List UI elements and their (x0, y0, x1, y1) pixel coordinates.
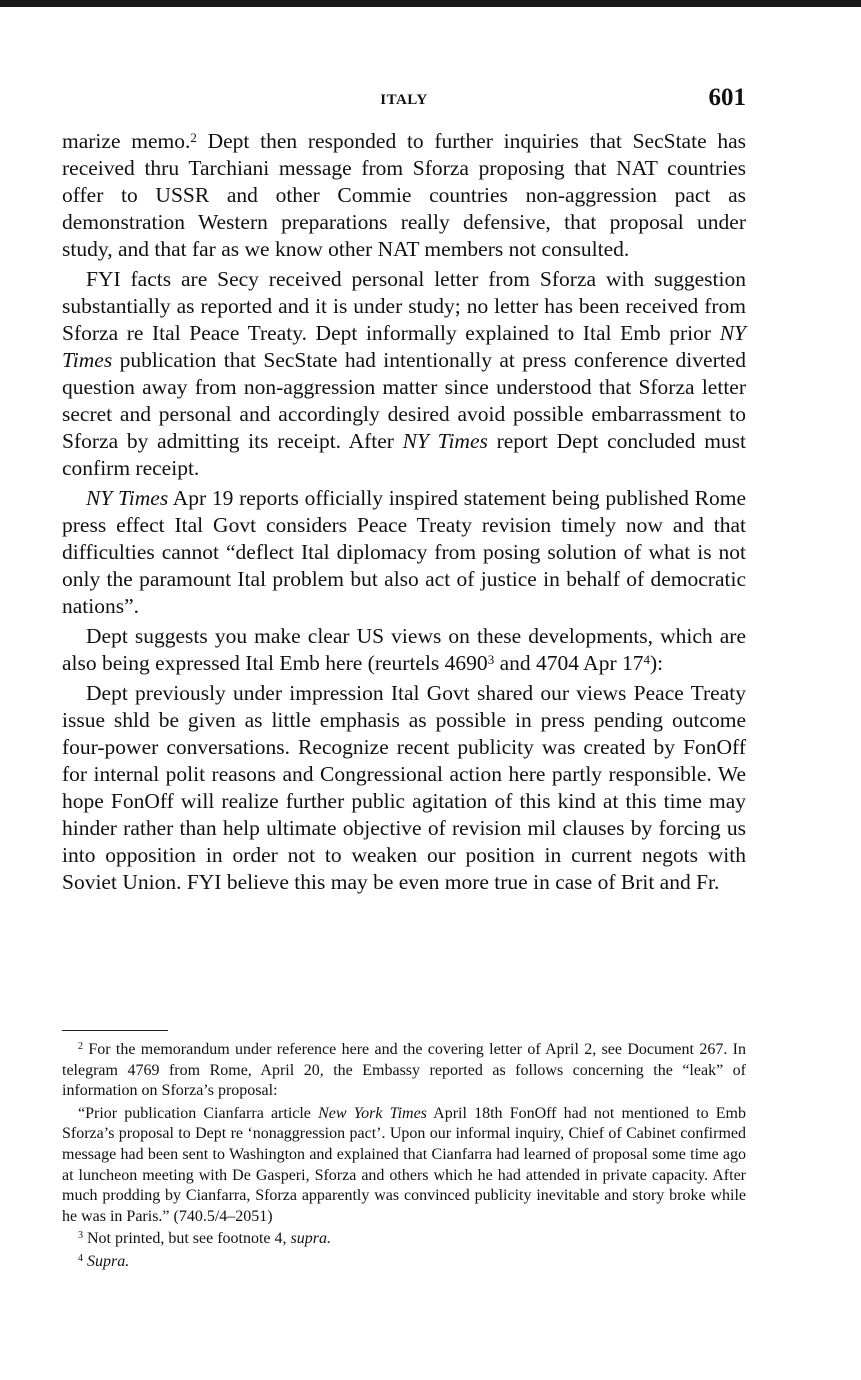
publication-title: NY Times (402, 429, 488, 453)
publication-title: NY Times (86, 486, 169, 510)
publication-title: NY Times (62, 321, 746, 372)
paragraph-4: Dept suggests you make clear US views on these developments, which are also being expressed Ital Emb here (reurtels 4690$^3$ and 4704 Apr $17^4$): (62, 624, 746, 675)
footnote-ref-3: 3 (487, 652, 495, 667)
footnote-ref-2: 2 (190, 130, 197, 145)
footnote-divider (62, 1030, 168, 1031)
paragraph-5: Dept previously under impression Ital Govt shared our views Peace Treaty issue shld be given as little emphasis as possible in press pending outcome four-power conversations. Recognize recent publicity was created by FonOff for internal polit reasons and Congressional action here partly responsible. We hope FonOff will realize further public agitation of this kind at this time may hinder rather than help ultimate objective of revision mil clauses by forcing us into opposition in order not to weaken our position in current negots with Soviet Union. FYI believe this may be even more true in case of Brit and Fr. (62, 681, 746, 894)
page-top-edge (0, 0, 861, 7)
page-number: 601 (708, 84, 746, 111)
footnote-4: $^4$ Supra. (78, 1252, 130, 1270)
footnote-2: $^2$ For the memorandum under reference here and the covering letter of April 2, see Document 267. In telegram 4769 from Rome, April 20, the Embassy reported as follows concerning the “leak” of information on Sforza’s proposal: (62, 1041, 746, 1100)
main-text (62, 128, 746, 896)
publication-title: New York Times (318, 1104, 427, 1122)
page-header (62, 84, 746, 114)
paragraph-3: NY Times Apr 19 reports officially inspired statement being published Rome press effect Ital Govt considers Peace Treaty revision timely now and that difficulties cannot “deflect Ital diplomacy from posing solution of what is not only the paramount Ital problem but also act of justice in behalf of democratic nations”. (62, 486, 747, 618)
footnotes (62, 1040, 746, 1273)
running-head: ITALY (380, 92, 428, 108)
footnote-ref-4: 4 (643, 652, 650, 667)
paragraph-2: FYI facts are Secy received personal letter from Sforza with suggestion substantially as reported and it is under study; no letter has been received from Sforza re Ital Peace Treaty. Dept informally explained to Ital Emb prior NY Times publication that SecState had intentionally at press conference diverted question away from non-aggression matter since understood that Sforza letter secret and personal and accordingly desired avoid possible embarrassment to Sforza by admitting its receipt. After NY Times report Dept concluded must confirm receipt. (62, 267, 747, 480)
paragraph-1: marize memo.$^2$ Dept then responded to further inquiries that SecState has received thru Tarchiani message from Sforza proposing that NAT countries offer to USSR and other Commie countries non-aggression pact as demonstration Western preparations really defensive, that proposal under study, and that far as we know other NAT members not consulted. (62, 129, 746, 261)
footnote-2-quote: “Prior publication Cianfarra article New York Times April 18th FonOff had not mentioned to Emb Sforza’s proposal to Dept re ‘nonaggression pact’. Upon our informal inquiry, Chief of Cabinet confirmed message had been sent to Washington and explained that Cianfarra had learned of proposal some time ago at luncheon meeting with De Gasperi, Sforza and others which he had attended in private capacity. After much prodding by Cianfarra, Sforza apparently was convinced publicity inevitable and story broke while he was in Paris.” (740.5/4–2051) (62, 1104, 746, 1225)
footnote-3: $^3$ Not printed, but see footnote 4, supra. (78, 1230, 331, 1248)
